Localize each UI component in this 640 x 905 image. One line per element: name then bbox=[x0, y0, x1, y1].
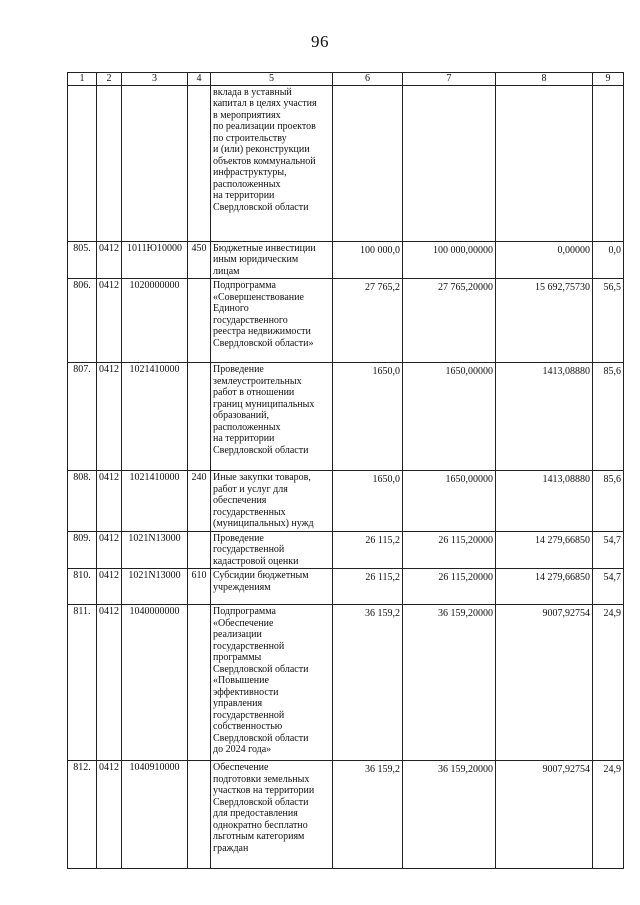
expense-type-cell bbox=[188, 279, 211, 363]
table-row bbox=[68, 241, 624, 279]
budget-execution-table bbox=[67, 72, 624, 869]
item-name-line: обеспечения bbox=[213, 495, 267, 506]
target-article-cell bbox=[122, 471, 188, 532]
approved-amount-cell-value: 26 115,2 bbox=[365, 572, 400, 583]
table-row bbox=[68, 279, 624, 363]
execution-percent-cell-value: 0,0 bbox=[608, 244, 621, 256]
item-name-line: по строительству bbox=[213, 132, 287, 144]
row-number-cell bbox=[68, 531, 97, 569]
executed-amount-cell-value: 9007,92754 bbox=[542, 608, 590, 619]
item-name-line: Свердловской области bbox=[213, 732, 309, 744]
execution-percent-cell bbox=[593, 531, 624, 569]
section-code-cell-value: 0412 bbox=[99, 472, 119, 483]
planned-amount-cell-value: 100 000,00000 bbox=[433, 244, 493, 256]
row-number-cell-value: 812. bbox=[73, 762, 91, 773]
item-name-line: вклада в уставный bbox=[213, 86, 292, 98]
row-number-cell bbox=[68, 761, 97, 869]
item-name-cell bbox=[211, 605, 333, 761]
item-name-line: «Повышение bbox=[213, 675, 269, 686]
section-code-cell-value: 0412 bbox=[99, 364, 119, 375]
item-name-line: собственностью bbox=[213, 721, 283, 732]
row-number-cell bbox=[68, 279, 97, 363]
row-number-cell bbox=[68, 471, 97, 532]
item-name-line: реализации bbox=[213, 629, 262, 640]
item-name-line: эффективности bbox=[213, 686, 279, 698]
expense-type-cell bbox=[188, 761, 211, 869]
item-name-cell bbox=[211, 471, 333, 532]
target-article-cell bbox=[122, 605, 188, 761]
executed-amount-cell bbox=[496, 531, 593, 569]
approved-amount-cell bbox=[333, 471, 403, 532]
item-name-line: государственных bbox=[213, 506, 286, 518]
item-name-line: Проведение bbox=[213, 532, 264, 544]
target-article-cell bbox=[122, 531, 188, 569]
column-header: 3 bbox=[122, 73, 188, 86]
item-name-cell bbox=[211, 241, 333, 279]
planned-amount-cell-value bbox=[405, 87, 493, 89]
planned-amount-cell-value: 26 115,20000 bbox=[438, 572, 493, 583]
row-number-cell-value: 809. bbox=[73, 532, 91, 544]
item-name-cell bbox=[211, 761, 333, 869]
planned-amount-cell bbox=[403, 471, 496, 532]
section-code-cell bbox=[97, 531, 122, 569]
table-row bbox=[68, 569, 624, 605]
item-name-line: лицам bbox=[213, 265, 240, 277]
expense-type-cell bbox=[188, 85, 211, 241]
executed-amount-cell-value: 15 692,75730 bbox=[535, 282, 590, 293]
section-code-cell bbox=[97, 241, 122, 279]
planned-amount-cell bbox=[403, 279, 496, 363]
item-name-line: подготовки земельных bbox=[213, 773, 310, 785]
target-article-cell-value: 1040000000 bbox=[129, 606, 180, 617]
section-code-cell bbox=[97, 605, 122, 761]
item-name-line: расположенных bbox=[213, 421, 281, 433]
approved-amount-cell-value: 27 765,2 bbox=[365, 282, 400, 293]
planned-amount-cell-value: 26 115,20000 bbox=[438, 534, 493, 546]
target-article-cell-value: 1021N13000 bbox=[128, 532, 181, 544]
executed-amount-cell-value bbox=[498, 87, 590, 89]
item-name-line: кадастровой оценки bbox=[213, 555, 299, 567]
planned-amount-cell-value: 1650,00000 bbox=[445, 366, 493, 377]
row-number-cell bbox=[68, 569, 97, 605]
item-name-line: государственной bbox=[213, 709, 285, 721]
target-article-cell bbox=[122, 363, 188, 471]
item-name-line: (муниципальных) нужд bbox=[213, 518, 314, 529]
expense-type-cell-value: 240 bbox=[191, 472, 207, 483]
row-number-cell-value: 810. bbox=[73, 570, 91, 581]
row-number-cell bbox=[68, 363, 97, 471]
item-name-line: Свердловской области» bbox=[213, 337, 314, 349]
item-name-line: границ муниципальных bbox=[213, 398, 315, 410]
approved-amount-cell-value: 36 159,2 bbox=[365, 608, 400, 619]
approved-amount-cell bbox=[333, 279, 403, 363]
approved-amount-cell-value: 26 115,2 bbox=[365, 534, 400, 546]
approved-amount-cell-value: 1650,0 bbox=[372, 474, 400, 485]
planned-amount-cell-value: 27 765,20000 bbox=[438, 282, 493, 293]
column-header: 2 bbox=[97, 73, 122, 86]
row-number-cell-value: 805. bbox=[73, 242, 91, 254]
item-name-line: Проведение bbox=[213, 364, 264, 375]
item-name-line: на территории bbox=[213, 190, 275, 201]
execution-percent-cell bbox=[593, 569, 624, 605]
approved-amount-cell-value: 1650,0 bbox=[372, 366, 400, 377]
execution-percent-cell bbox=[593, 241, 624, 279]
target-article-cell-value: 1040910000 bbox=[129, 762, 180, 773]
item-name-line: участков на территории bbox=[213, 785, 315, 796]
expense-type-cell bbox=[188, 531, 211, 569]
planned-amount-cell bbox=[403, 85, 496, 241]
item-name-line: учреждениям bbox=[213, 581, 271, 593]
planned-amount-cell-value: 36 159,20000 bbox=[438, 764, 493, 775]
item-name-line: Свердловской области bbox=[213, 444, 309, 456]
target-article-cell-value: 1020000000 bbox=[129, 280, 180, 291]
approved-amount-cell bbox=[333, 605, 403, 761]
execution-percent-cell-value: 85,6 bbox=[603, 474, 621, 485]
target-article-cell bbox=[122, 569, 188, 605]
column-header: 4 bbox=[188, 73, 211, 86]
row-number-cell bbox=[68, 85, 97, 241]
item-name-line: однократно бесплатно bbox=[213, 819, 308, 831]
table-header-row bbox=[68, 73, 624, 86]
planned-amount-cell-value: 36 159,20000 bbox=[438, 608, 493, 619]
target-article-cell-value: 1011Ю10000 bbox=[127, 242, 182, 254]
item-name-cell bbox=[211, 531, 333, 569]
item-name-line: Подпрограмма bbox=[213, 606, 276, 617]
section-code-cell-value: 0412 bbox=[99, 242, 119, 254]
section-code-cell-value: 0412 bbox=[99, 532, 119, 544]
item-name-line: государственного bbox=[213, 314, 288, 326]
expense-type-cell bbox=[188, 471, 211, 532]
target-article-cell bbox=[122, 279, 188, 363]
target-article-cell bbox=[122, 241, 188, 279]
item-name-line: Обеспечение bbox=[213, 762, 269, 773]
row-number-cell-value: 806. bbox=[73, 280, 91, 291]
item-name-line: объектов коммунальной bbox=[213, 155, 316, 167]
execution-percent-cell-value: 54,7 bbox=[603, 534, 621, 546]
executed-amount-cell bbox=[496, 569, 593, 605]
column-header: 6 bbox=[333, 73, 403, 86]
item-name-line: Подпрограмма bbox=[213, 280, 276, 291]
item-name-line: инфраструктуры, bbox=[213, 167, 287, 178]
planned-amount-cell-value: 1650,00000 bbox=[445, 474, 493, 485]
execution-percent-cell-value: 56,5 bbox=[603, 282, 621, 293]
approved-amount-cell bbox=[333, 241, 403, 279]
item-name-line: Свердловской области bbox=[213, 663, 309, 675]
row-number-cell bbox=[68, 241, 97, 279]
item-name-line: государственной bbox=[213, 544, 285, 555]
executed-amount-cell-value: 14 279,66850 bbox=[535, 534, 590, 546]
approved-amount-cell bbox=[333, 569, 403, 605]
item-name-line: иным юридическим bbox=[213, 254, 299, 265]
executed-amount-cell bbox=[496, 241, 593, 279]
table-row bbox=[68, 531, 624, 569]
page-number: 96 bbox=[311, 32, 329, 51]
item-name-line: до 2024 года» bbox=[213, 744, 272, 755]
item-name-line: государственной bbox=[213, 640, 285, 652]
section-code-cell bbox=[97, 279, 122, 363]
executed-amount-cell bbox=[496, 363, 593, 471]
item-name-cell bbox=[211, 569, 333, 605]
item-name-line: на территории bbox=[213, 433, 275, 444]
item-name-line: Единого bbox=[213, 303, 249, 314]
item-name-line: Субсидии бюджетным bbox=[213, 570, 309, 581]
target-article-cell-value: 1021410000 bbox=[129, 472, 180, 483]
section-code-cell-value: 0412 bbox=[99, 762, 119, 773]
section-code-cell bbox=[97, 761, 122, 869]
planned-amount-cell bbox=[403, 569, 496, 605]
section-code-cell bbox=[97, 85, 122, 241]
expense-type-cell-value: 450 bbox=[191, 242, 207, 254]
item-name-line: Бюджетные инвестиции bbox=[213, 242, 316, 254]
item-name-line: реестра недвижимости bbox=[213, 326, 311, 337]
table-row bbox=[68, 85, 624, 241]
section-code-cell-value: 0412 bbox=[99, 606, 119, 617]
executed-amount-cell bbox=[496, 85, 593, 241]
planned-amount-cell bbox=[403, 531, 496, 569]
section-code-cell-value: 0412 bbox=[99, 570, 119, 581]
item-name-line: образований, bbox=[213, 410, 270, 421]
executed-amount-cell bbox=[496, 761, 593, 869]
item-name-line: и (или) реконструкции bbox=[213, 144, 310, 155]
column-header: 9 bbox=[593, 73, 624, 86]
row-number-cell-value: 811. bbox=[73, 606, 91, 617]
approved-amount-cell-value bbox=[335, 87, 400, 89]
execution-percent-cell bbox=[593, 279, 624, 363]
execution-percent-cell bbox=[593, 363, 624, 471]
target-article-cell-value: 1021N13000 bbox=[128, 570, 181, 581]
executed-amount-cell-value: 1413,08880 bbox=[542, 366, 590, 377]
execution-percent-cell-value: 54,7 bbox=[603, 572, 621, 583]
expense-type-cell bbox=[188, 241, 211, 279]
row-number-cell-value: 808. bbox=[73, 472, 91, 483]
planned-amount-cell bbox=[403, 761, 496, 869]
expense-type-cell bbox=[188, 363, 211, 471]
executed-amount-cell-value: 0,00000 bbox=[557, 244, 590, 256]
table-row bbox=[68, 363, 624, 471]
item-name-line: «Обеспечение bbox=[213, 617, 274, 629]
item-name-line: управления bbox=[213, 698, 263, 709]
target-article-cell-value: 1021410000 bbox=[129, 364, 180, 375]
item-name-cell bbox=[211, 85, 333, 241]
item-name-line: землеустроительных bbox=[213, 375, 302, 387]
executed-amount-cell bbox=[496, 605, 593, 761]
execution-percent-cell-value: 24,9 bbox=[603, 764, 621, 775]
approved-amount-cell-value: 100 000,0 bbox=[360, 244, 400, 256]
executed-amount-cell-value: 9007,92754 bbox=[542, 764, 590, 775]
item-name-line: расположенных bbox=[213, 178, 281, 190]
column-header: 5 bbox=[211, 73, 333, 86]
planned-amount-cell bbox=[403, 363, 496, 471]
row-number-cell bbox=[68, 605, 97, 761]
expense-type-cell bbox=[188, 605, 211, 761]
section-code-cell bbox=[97, 363, 122, 471]
executed-amount-cell-value: 14 279,66850 bbox=[535, 572, 590, 583]
executed-amount-cell bbox=[496, 279, 593, 363]
approved-amount-cell-value: 36 159,2 bbox=[365, 764, 400, 775]
item-name-line: капитал в целях участия bbox=[213, 98, 317, 109]
item-name-line: льготным категориям bbox=[213, 831, 305, 842]
item-name-line: по реализации проектов bbox=[213, 121, 316, 132]
expense-type-cell-value: 610 bbox=[191, 570, 207, 581]
approved-amount-cell bbox=[333, 363, 403, 471]
table-row bbox=[68, 471, 624, 532]
target-article-cell bbox=[122, 761, 188, 869]
item-name-line: программы bbox=[213, 652, 262, 663]
item-name-cell bbox=[211, 279, 333, 363]
execution-percent-cell-value bbox=[595, 87, 621, 89]
table-row bbox=[68, 605, 624, 761]
executed-amount-cell-value: 1413,08880 bbox=[542, 474, 590, 485]
item-name-line: в мероприятиях bbox=[213, 109, 281, 121]
item-name-cell bbox=[211, 363, 333, 471]
approved-amount-cell bbox=[333, 761, 403, 869]
section-code-cell-value: 0412 bbox=[99, 280, 119, 291]
item-name-line: работ и услуг для bbox=[213, 483, 288, 495]
table-row bbox=[68, 761, 624, 869]
execution-percent-cell-value: 85,6 bbox=[603, 366, 621, 377]
planned-amount-cell bbox=[403, 241, 496, 279]
planned-amount-cell bbox=[403, 605, 496, 761]
execution-percent-cell bbox=[593, 761, 624, 869]
executed-amount-cell bbox=[496, 471, 593, 532]
column-header: 7 bbox=[403, 73, 496, 86]
column-header: 1 bbox=[68, 73, 97, 86]
target-article-cell bbox=[122, 85, 188, 241]
item-name-line: Свердловской области bbox=[213, 201, 309, 213]
expense-type-cell bbox=[188, 569, 211, 605]
item-name-line: «Совершенствование bbox=[213, 291, 304, 303]
column-header: 8 bbox=[496, 73, 593, 86]
execution-percent-cell-value: 24,9 bbox=[603, 608, 621, 619]
execution-percent-cell bbox=[593, 471, 624, 532]
section-code-cell bbox=[97, 569, 122, 605]
item-name-line: для предоставления bbox=[213, 808, 298, 819]
approved-amount-cell bbox=[333, 85, 403, 241]
approved-amount-cell bbox=[333, 531, 403, 569]
execution-percent-cell bbox=[593, 605, 624, 761]
section-code-cell bbox=[97, 471, 122, 532]
row-number-cell-value: 807. bbox=[73, 364, 91, 375]
item-name-line: граждан bbox=[213, 842, 249, 854]
execution-percent-cell bbox=[593, 85, 624, 241]
item-name-line: работ в отношении bbox=[213, 387, 295, 398]
item-name-line: Иные закупки товаров, bbox=[213, 472, 311, 483]
item-name-line: Свердловской области bbox=[213, 796, 309, 808]
